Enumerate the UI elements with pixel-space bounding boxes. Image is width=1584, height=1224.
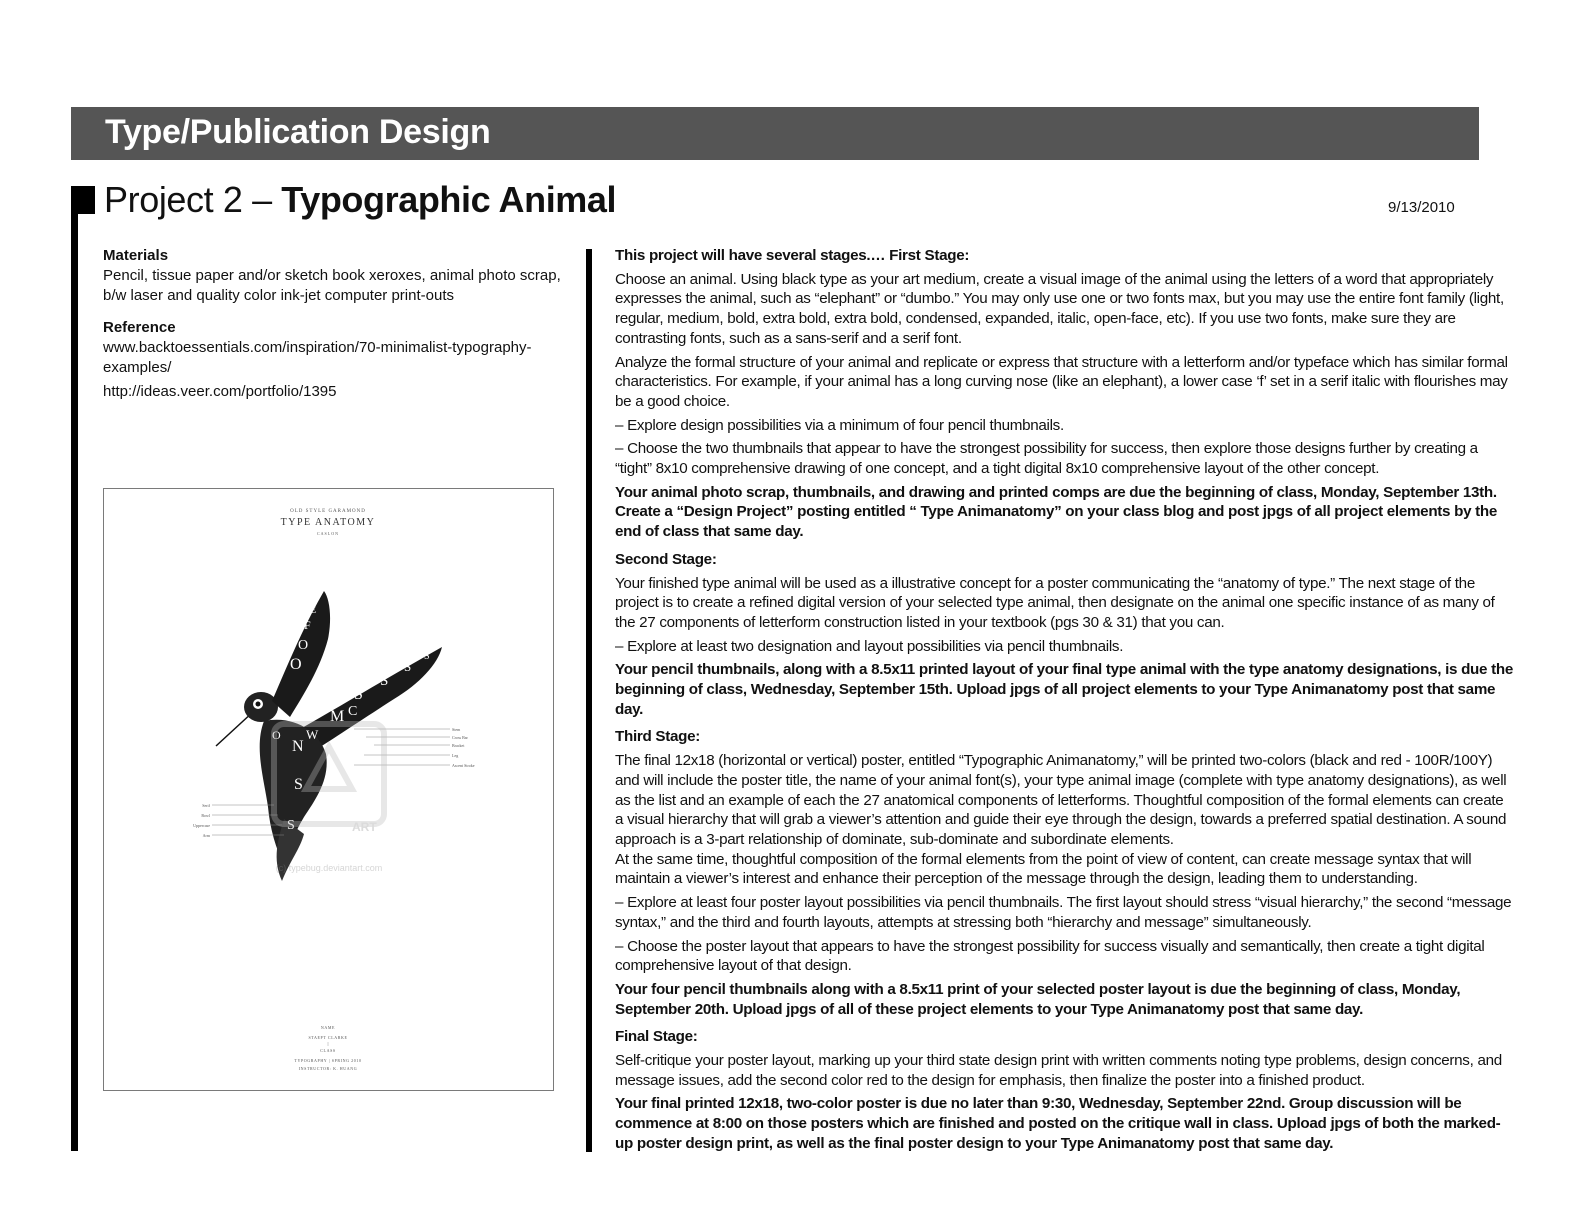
column-divider-rule xyxy=(586,249,592,1152)
bird-letter: C xyxy=(348,704,358,719)
watermark-text: (c) typebug.deviantart.com xyxy=(275,863,383,873)
example-poster-image xyxy=(103,488,554,1091)
project-prefix: Project 2 – xyxy=(104,179,282,220)
stage-1-bullet: – Choose the two thumbnails that appear to have the strongest possibility for success, then explore those designs further by creating a “tight” 8x10 comprehensive drawing of one concept, and a tight digital 8x10 comprehensive layout of the other concept. xyxy=(615,440,1478,478)
stage-3-heading: Third Stage: xyxy=(615,728,700,746)
anatomy-label: Bowl xyxy=(201,813,210,818)
stage-3-paragraph: The final 12x18 (horizontal or vertical) poster, entitled “Typographic Animanatomy,” will be printed two-colors (black and red - 100R/100Y) and will include the poster title, the name of your animal font(s), your type animal image (complete with type anatomy designations), as well as the list and an example of each the 27 anatomical components of letterforms. Thoughtful composition of the formal elements can create a visual hierarchy that will grab a viewer’s attention and guide their eye through the design, towards a preferred spatial destination. A sound approach is a 3-part relationship of dominate, sub-dominate and subordinate elements. xyxy=(615,752,1507,848)
materials-heading: Materials xyxy=(103,247,169,264)
bird-lower-wing xyxy=(300,647,442,751)
materials-text: Pencil, tissue paper and/or sketch book xeroxes, animal photo scrap, b/w laser and quality color ink-jet computer print-outs xyxy=(103,267,561,304)
bird-letter: S xyxy=(287,818,295,833)
stage-1-paragraph: Analyze the formal structure of your animal and replicate or express that structure with a letterform and/or typeface which has similar formal characteristics. For example, if your animal has a long curving nose (like an elephant), a lower case ‘f’ set in a serif italic with flourishes may be a good choice. xyxy=(615,353,1508,410)
reference-heading: Reference xyxy=(103,319,176,336)
anatomy-label: Uppercase xyxy=(193,823,210,828)
stage-3-paragraph: At the same time, thoughtful composition of the formal elements from the point of view of content, can create message syntax that will maintain a viewer’s interest and enhance their perception of the message through the design, leading them to understanding. xyxy=(615,850,1472,888)
poster-artwork xyxy=(104,489,553,1090)
poster-title: TYPE ANATOMY xyxy=(280,517,376,528)
reference-link-1: www.backtoessentials.com/inspiration/70-minimalist-typography-examples/ xyxy=(103,339,532,376)
project-title xyxy=(104,179,616,221)
anatomy-label: Arm xyxy=(202,833,210,838)
anatomy-label: Leg xyxy=(452,753,459,758)
bird-letter: S xyxy=(404,659,412,674)
bird-letter: O xyxy=(272,728,281,742)
bird-letter: S xyxy=(294,776,303,793)
left-column xyxy=(103,246,563,414)
poster-footer-line: NAME xyxy=(320,1025,336,1030)
title-marker xyxy=(71,186,95,214)
project-name: Typographic Animal xyxy=(281,179,617,220)
poster-footer-line: STAEPT CLARKE xyxy=(308,1035,348,1040)
header-banner xyxy=(71,107,1479,160)
poster-footer-line: INSTRUCTOR: K. HUANG xyxy=(298,1066,358,1071)
stage-2-paragraph: Your finished type animal will be used as a illustrative concept for a poster communicating the “anatomy of type.” The next stage of the project is to create a refined digital version of your selected type animal, then designate on the animal one specific instance of as many of the 27 components of letterform construction listed in your textbook (pgs 30 & 31) that you can. xyxy=(615,574,1495,631)
stage-1-bullet: – Explore design possibilities via a minimum of four pencil thumbnails. xyxy=(615,416,1064,434)
document-date: 9/13/2010 xyxy=(1388,199,1455,216)
stage-2-heading: Second Stage: xyxy=(615,550,717,568)
bird-letter: S xyxy=(314,673,325,693)
stage-2-bullet: – Explore at least two designation and layout possibilities via pencil thumbnails. xyxy=(615,637,1124,655)
bird-letter: S xyxy=(424,651,430,662)
watermark-brand: ART xyxy=(352,820,377,834)
anatomy-label: Ascent Stroke xyxy=(452,763,475,768)
stage-1-paragraph: Choose an animal. Using black type as your art medium, create a visual image of the animal using the letters of a word that appropriately expresses the animal, such as “elephant” or “dumbo.” You may only use one or two fonts max, but you may use the entire font family (light, regular, medium, bold, extra bold, extra bold, condensed, expanded, italic, open-face, etc). If you use two fonts, make sure they are contrasting fonts, such as a sans-serif and a serif font. xyxy=(615,270,1504,347)
stage-3-bullet: – Choose the poster layout that appears to have the strongest possibility for success visually and semantically, then create a tight digital comprehensive layout of that design. xyxy=(615,937,1485,975)
hummingbird-illustration xyxy=(216,591,442,881)
final-stage-due: Your final printed 12x18, two-color poster is due no later than 9:30, Wednesday, September 22nd. Group discussion will be commence at 8:00 on those posters which are finished and posted on the critique wall in class. Upload jpgs of both the marked-up poster design print, as well as the final poster design to your Type Animanatomy post that same day. xyxy=(615,1095,1501,1152)
poster-footer-line: CLASS xyxy=(320,1048,336,1053)
bird-letter: N xyxy=(292,738,304,755)
reference-link-2: http://ideas.veer.com/portfolio/1395 xyxy=(103,383,337,400)
bird-upper-wing xyxy=(272,591,330,717)
materials-section xyxy=(103,246,563,306)
bird-letter: F xyxy=(304,618,311,632)
stage-2-due: Your pencil thumbnails, along with a 8.5x11 printed layout of your final type animal with the type anatomy designations, is due the beginning of class, Wednesday, September 15th. Upload jpgs of all project elements to your Type Animanatomy post that same day. xyxy=(615,661,1513,718)
anatomy-label: Serif xyxy=(202,803,210,808)
stage-3-bullet: – Explore at least four poster layout possibilities via pencil thumbnails. The first layout should stress “visual hierarchy,” the second “message syntax,” and the third and fourth layouts, attempts at stressing both “hierarchy and message” simultaneously. xyxy=(615,894,1512,931)
anatomy-label: Stem xyxy=(452,727,461,732)
anatomy-label: Cross Bar xyxy=(452,735,468,740)
bird-letter: E xyxy=(310,605,317,616)
course-title: Type/Publication Design xyxy=(105,113,491,151)
bird-letter: O xyxy=(298,638,309,653)
bird-letter: M xyxy=(330,708,345,725)
poster-subtitle: CASLON xyxy=(316,531,340,536)
final-stage-paragraph: Self-critique your poster layout, marking up your third state design print with written comments noting type problems, design concerns, and message issues, add the second color red to the design for emphasis, then finalize the poster into a finished product. xyxy=(615,1052,1502,1089)
bird-letter: W xyxy=(306,727,319,742)
stage-3-due: Your four pencil thumbnails along with a 8.5x11 print of your selected poster layout is due the beginning of class, Monday, September 20th. Upload jpgs of all of these project elements to your Type Animanatomy post that same day. xyxy=(615,980,1461,1018)
stage-1-heading: This project will have several stages.… First Stage: xyxy=(615,247,970,264)
left-vertical-rule xyxy=(71,186,78,1151)
final-stage-heading: Final Stage: xyxy=(615,1028,698,1046)
poster-footer-line: TYPOGRAPHY | SPRING 2010 xyxy=(294,1058,362,1063)
bird-letter: S xyxy=(354,686,363,703)
reference-section xyxy=(103,318,563,402)
poster-kicker: OLD STYLE GARAMOND xyxy=(290,509,366,514)
bird-letter: S xyxy=(380,673,389,689)
bird-letter: O xyxy=(290,656,302,673)
anatomy-label: Bracket xyxy=(452,743,465,748)
stage-1-due: Your animal photo scrap, thumbnails, and drawing and printed comps are due the beginning of class, Monday, September 13th. Create a “Design Project” posting entitled “ Type Animanatomy” on your class blog and post jpgs of all project elements by the end of class that same day. xyxy=(615,483,1498,541)
poster-footer xyxy=(294,1025,361,1071)
right-column-instructions xyxy=(615,246,1515,1158)
